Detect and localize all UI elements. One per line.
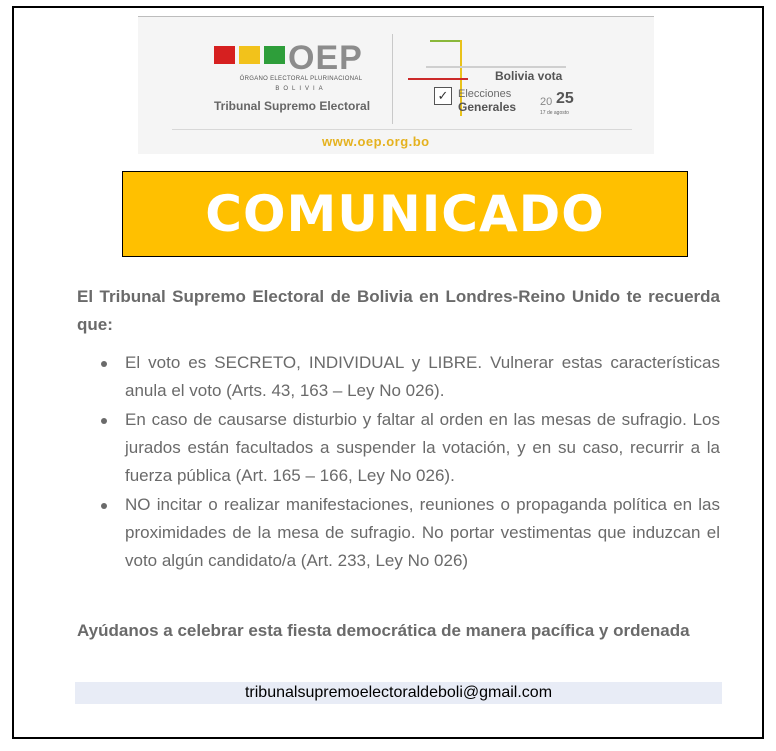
url-rule — [172, 129, 632, 130]
election-date: 17 de agosto — [540, 110, 569, 116]
oep-subtitle-country: BOLIVIA — [275, 86, 327, 92]
elecciones-label: Elecciones — [458, 88, 512, 100]
oep-subtitle-organ: ÓRGANO ELECTORAL PLURINACIONAL — [239, 76, 363, 82]
list-item — [77, 406, 720, 490]
oep-subtitle-tribunal: Tribunal Supremo Electoral — [214, 99, 371, 113]
year-prefix: 20 — [540, 96, 553, 108]
comunicado-title: COMUNICADO — [205, 185, 605, 243]
election-logo-red-stroke — [408, 78, 468, 80]
list-item — [77, 491, 720, 575]
election-logo-green-stroke — [430, 40, 462, 42]
banner-top-rule — [138, 16, 654, 17]
flag-yellow-block — [239, 46, 260, 64]
bullet-icon — [101, 503, 107, 509]
bullet-icon — [101, 361, 107, 367]
generales-label: Generales — [458, 100, 517, 114]
ballot-check-icon: ✓ — [434, 87, 452, 105]
flag-green-block — [264, 46, 285, 64]
bolivia-vota-label: Bolivia vota — [495, 69, 563, 83]
election-logo-gray-stroke — [426, 66, 566, 68]
flag-red-block — [214, 46, 235, 64]
list-item-text: En caso de causarse disturbio y faltar al orden en las mesas de sufragio. Los jurados están facultados a suspender la votación, y en su caso, recurrir a la fuerza pública (Art. 165 – 166, Ley No 026). — [125, 410, 720, 485]
oep-logo: OEP — [288, 39, 363, 77]
list-item-text: NO incitar o realizar manifestaciones, reuniones o propaganda política en las proximidades de la mesa de sufragio. No portar vestimentas que induzcan el voto algún candidato/a (Art. 233, Ley No 026) — [125, 495, 720, 570]
contact-email[interactable]: tribunalsupremoelectoraldeboli@gmail.com — [75, 682, 722, 704]
closing-paragraph: Ayúdanos a celebrar esta fiesta democrática de manera pacífica y ordenada — [77, 621, 690, 640]
website-url: www.oep.org.bo — [322, 134, 430, 149]
year-suffix: 25 — [556, 90, 574, 107]
list-item-text: El voto es SECRETO, INDIVIDUAL y LIBRE. Vulnerar estas características anula el voto (Arts. 43, 163 – Ley No 026). — [125, 353, 720, 400]
intro-paragraph: El Tribunal Supremo Electoral de Bolivia en Londres-Reino Unido te recuerda que: — [77, 287, 720, 334]
logo-divider — [392, 34, 393, 124]
rules-list — [77, 349, 720, 576]
bullet-icon — [101, 418, 107, 424]
list-item — [77, 349, 720, 405]
comunicado-banner — [122, 171, 688, 257]
header-banner — [138, 16, 654, 154]
